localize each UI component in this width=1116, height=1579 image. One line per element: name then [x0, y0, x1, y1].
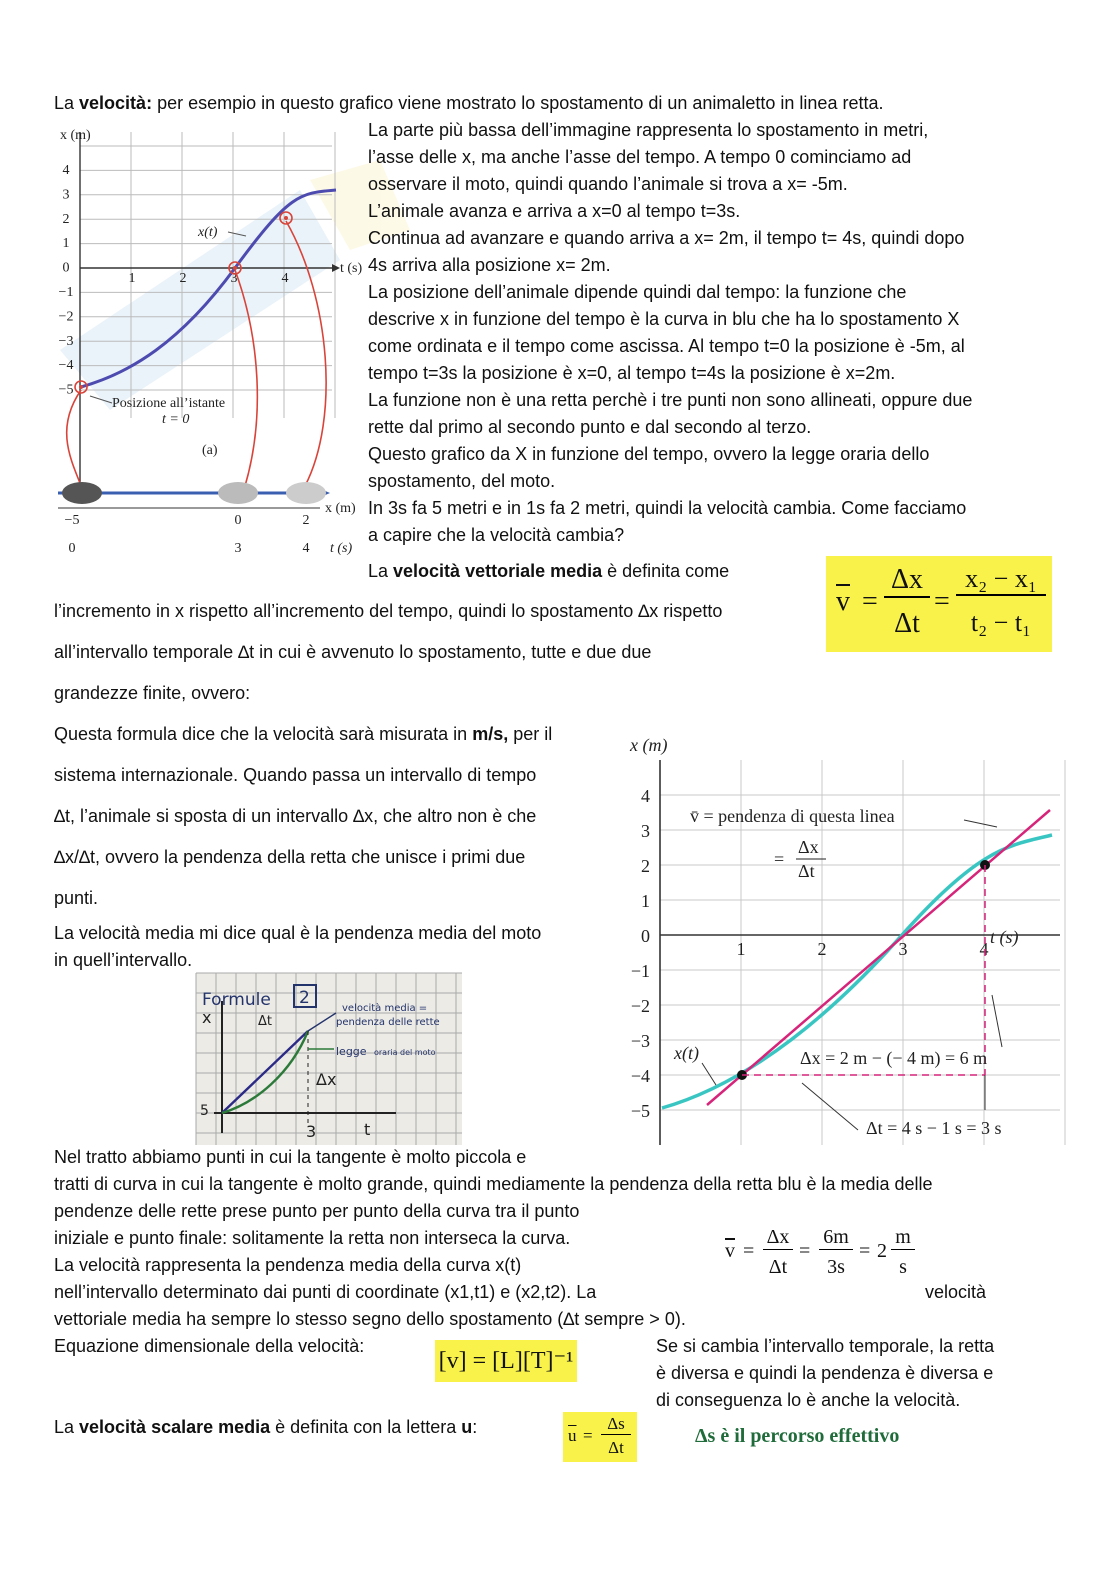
text-line: l’asse delle x, ma anche l’asse del tempo. A tempo 0 cominciamo ad: [368, 147, 912, 167]
text-line: Se si cambia l’intervallo temporale, la retta: [656, 1336, 995, 1356]
fig1-xm-label: x (m): [325, 501, 356, 516]
units-paragraph: Questa formula dice che la velocità sarà misurata in m/s, per il sistema internazionale. Quando passa un intervallo di tempo ∆t, l’animale si sposta di un intervallo ∆x, che altro non è che ∆x/∆t, ovvero la pendenza della retta che unisce i primi due punti.: [54, 714, 634, 919]
fig1-y-tick: −3: [58, 333, 74, 349]
text-line: 4s arriva alla posizione x= 2m.: [368, 255, 611, 275]
fig2-y-tick: −1: [630, 961, 650, 981]
fig1-t-tick: 3: [230, 271, 238, 286]
text-line: La posizione dell’animale dipende quindi dal tempo: la funzione che: [368, 282, 907, 302]
fig1-caption-1: Posizione all’istante: [112, 396, 226, 411]
fig1-curve-label: x(t): [198, 225, 218, 240]
animal-icon: [62, 482, 102, 504]
text-line: in quell’intervallo.: [54, 950, 193, 970]
fig1-y-tick: −5: [58, 382, 74, 398]
text-line: come ordinata e il tempo come ascissa. Al tempo t=0 la posizione è -5m, al: [368, 336, 965, 356]
handwritten-sketch: [196, 973, 462, 1145]
sketch-note-2a: legge: [336, 1045, 367, 1058]
fig2-slope-den: Δt: [798, 861, 815, 881]
sketch-number: 2: [299, 988, 310, 1008]
fig2-y-tick: 2: [641, 856, 650, 876]
formula-example: $\overline{v}$ = Δx Δt = 6m 3s = 2 m s: [725, 1226, 925, 1286]
percorso-note: Δs è il percorso effettivo: [695, 1425, 900, 1447]
sketch-note-1b: pendenza delle rette: [336, 1017, 440, 1028]
text-line: vettoriale media ha sempre lo stesso segno dello spostamento (∆t sempre > 0).: [54, 1309, 686, 1329]
text-line: rette dal primo al secondo punto e dal secondo al terzo.: [368, 417, 812, 437]
sketch-dx: Δx: [316, 1070, 337, 1089]
sketch-x-label: x: [202, 1008, 212, 1027]
text-line: è diversa e quindi la pendenza è diversa e: [656, 1363, 994, 1383]
fig1-t-label: t (s): [340, 261, 363, 276]
text-line: grandezze finite, ovvero:: [54, 683, 251, 703]
text-line: punti.: [54, 888, 99, 908]
fig1-y-tick: −4: [58, 358, 74, 374]
text-line: In 3s fa 5 metri e in 1s fa 2 metri, quindi la velocità cambia. Come facciamo: [368, 498, 967, 518]
fig1-x-position: 0: [234, 513, 242, 528]
fig1-x-position: −5: [64, 513, 80, 528]
text-line: descrive x in funzione del tempo è la curva in blu che ha lo spostamento X: [368, 309, 960, 329]
fig2-slope-num: Δx: [798, 837, 819, 857]
text-line: Continua ad avanzare e quando arriva a x= 2m, il tempo t= 4s, quindi dopo: [368, 228, 965, 248]
fig2-curve-label: x(t): [674, 1043, 699, 1063]
fig1-y-tick: −1: [58, 285, 74, 300]
fig1-y-label: x (m): [60, 128, 91, 143]
text-line: a capire che la velocità cambia?: [368, 525, 625, 545]
formula-box-3: $\overline{u}$ = Δs Δt: [563, 1412, 637, 1462]
sketch-five: 5: [200, 1103, 209, 1119]
text-line: La velocità rappresenta la pendenza media della curva x(t): [54, 1255, 522, 1275]
text-line: ∆x/∆t, ovvero la pendenza della retta che unisce i primi due: [54, 847, 526, 867]
definition-paragraph: [54, 591, 814, 714]
text-line: L’animale avanza e arriva a x=0 al tempo t=3s.: [368, 201, 741, 221]
text-line: pendenze delle rette prese punto per punto della curva tra il punto: [54, 1201, 580, 1221]
fig1-y-tick: −2: [58, 309, 74, 325]
side-note: [656, 1333, 1066, 1414]
fig1-y-tick: 0: [62, 260, 70, 276]
fig1-y-tick: 3: [62, 187, 70, 203]
fig2-slope-label: v̄ = pendenza di questa linea: [690, 806, 895, 826]
fig2-y-label: x (m): [630, 735, 668, 755]
text-line: di conseguenza lo è anche la velocità.: [656, 1390, 961, 1410]
fig2-y-tick: 3: [641, 821, 650, 841]
fig2-t-tick: 1: [736, 939, 746, 959]
text-line: La velocità media mi dice qual è la pendenza media del moto: [54, 923, 542, 943]
fig1-panel: (a): [202, 443, 218, 458]
dim-eq-formula: [v] = [L][T]⁻¹: [435, 1340, 577, 1382]
fig1-x-position: 2: [302, 513, 310, 528]
text-line: all’intervallo temporale ∆t in cui è avvenuto lo spostamento, tutte e due due: [54, 642, 652, 662]
fig1-caption-2: t = 0: [162, 412, 190, 427]
fig2-t-tick: 2: [817, 939, 827, 959]
text-line: La funzione non è una retta perchè i tre punti non sono allineati, oppure due: [368, 390, 973, 410]
fig1-time: 4: [302, 541, 310, 556]
text-line: La parte più bassa dell’immagine rappresenta lo spostamento in metri,: [368, 120, 929, 140]
position-graph-a: [50, 118, 370, 563]
text-line: iniziale e punto finale: solitamente la retta non interseca la curva.: [54, 1228, 571, 1248]
fig2-t-label: t (s): [990, 927, 1019, 947]
fig1-y-tick: 1: [62, 236, 70, 252]
sketch-three: 3: [306, 1122, 317, 1141]
text-line: spostamento, del moto.: [368, 471, 556, 491]
fig2-y-tick: 1: [641, 891, 650, 911]
fig1-time: 0: [68, 541, 76, 556]
text-line: tratti di curva in cui la tangente è molto grande, quindi mediamente la pendenza della retta blu è la media delle: [54, 1174, 933, 1194]
scalar-line: La velocità scalare media è definita con la lettera u:: [54, 1417, 478, 1437]
vv-media-line: La velocità vettoriale media è definita come: [368, 561, 730, 581]
text-line: tempo t=3s la posizione è x=0, al tempo t=4s la posizione è x=2m.: [368, 363, 896, 383]
fig1-t-tick: 2: [179, 271, 187, 286]
fig1-time: 3: [234, 541, 242, 556]
media-paragraph: [54, 920, 634, 974]
fig1-y-tick: 2: [62, 211, 70, 227]
fig2-y-tick: −5: [630, 1101, 650, 1121]
average-velocity-graph: [622, 735, 1062, 1150]
sketch-note-2b: oraria del moto: [374, 1048, 436, 1057]
sketch-title: Formule: [202, 990, 271, 1010]
fig2-dx-label: Δx = 2 m − (− 4 m) = 6 m: [800, 1048, 988, 1068]
sketch-t-label: t: [364, 1120, 371, 1139]
text-line: ∆t, l’animale si sposta di un intervallo ∆x, che altro non è che: [54, 806, 537, 826]
fig2-y-tick: −2: [630, 996, 650, 1016]
description-paragraph: [368, 117, 1068, 549]
fig2-y-tick: −4: [630, 1066, 650, 1086]
text-line: Questo grafico da X in funzione del tempo, ovvero la legge oraria dello: [368, 444, 930, 464]
fig2-t-tick: 4: [979, 939, 989, 959]
velocita-word: velocità: [925, 1282, 987, 1302]
fig2-t-tick: 3: [898, 939, 908, 959]
sketch-dt: Δt: [258, 1014, 272, 1029]
fig2-dt-label: Δt = 4 s − 1 s = 3 s: [866, 1118, 1002, 1138]
fig2-slope-eq: =: [774, 849, 785, 869]
animal-icon: [218, 482, 258, 504]
dim-eq-label: Equazione dimensionale della velocità:: [54, 1336, 365, 1356]
text-line: Nel tratto abbiamo punti in cui la tangente è molto piccola e: [54, 1147, 527, 1167]
sketch-note-1a: velocità media =: [342, 1003, 428, 1014]
fig2-y-tick: 4: [641, 786, 650, 806]
fig2-y-tick: −3: [630, 1031, 650, 1051]
fig2-y-tick: 0: [641, 926, 650, 946]
formula-box-1: $\overline{v}$ = Δx Δt = x₂ − x₁ t₂ − t₁: [826, 556, 1052, 652]
fig1-t-tick: 4: [281, 271, 289, 286]
fig1-t-tick: 1: [128, 271, 136, 286]
fig1-ts-label: t (s): [330, 541, 353, 556]
text-line: sistema internazionale. Quando passa un intervallo di tempo: [54, 765, 537, 785]
text-line: nell’intervallo determinato dai punti di coordinate (x1,t1) e (x2,t2). La: [54, 1282, 597, 1302]
fig1-y-tick: 4: [62, 163, 70, 178]
animal-icon: [286, 482, 326, 504]
text-line: l’incremento in x rispetto all’incremento del tempo, quindi lo spostamento ∆x rispetto: [54, 601, 723, 621]
text-line: osservare il moto, quindi quando l’animale si trova a x= -5m.: [368, 174, 848, 194]
intro-line: La velocità: per esempio in questo grafico viene mostrato lo spostamento di un animaletto in linea retta.: [54, 93, 884, 113]
